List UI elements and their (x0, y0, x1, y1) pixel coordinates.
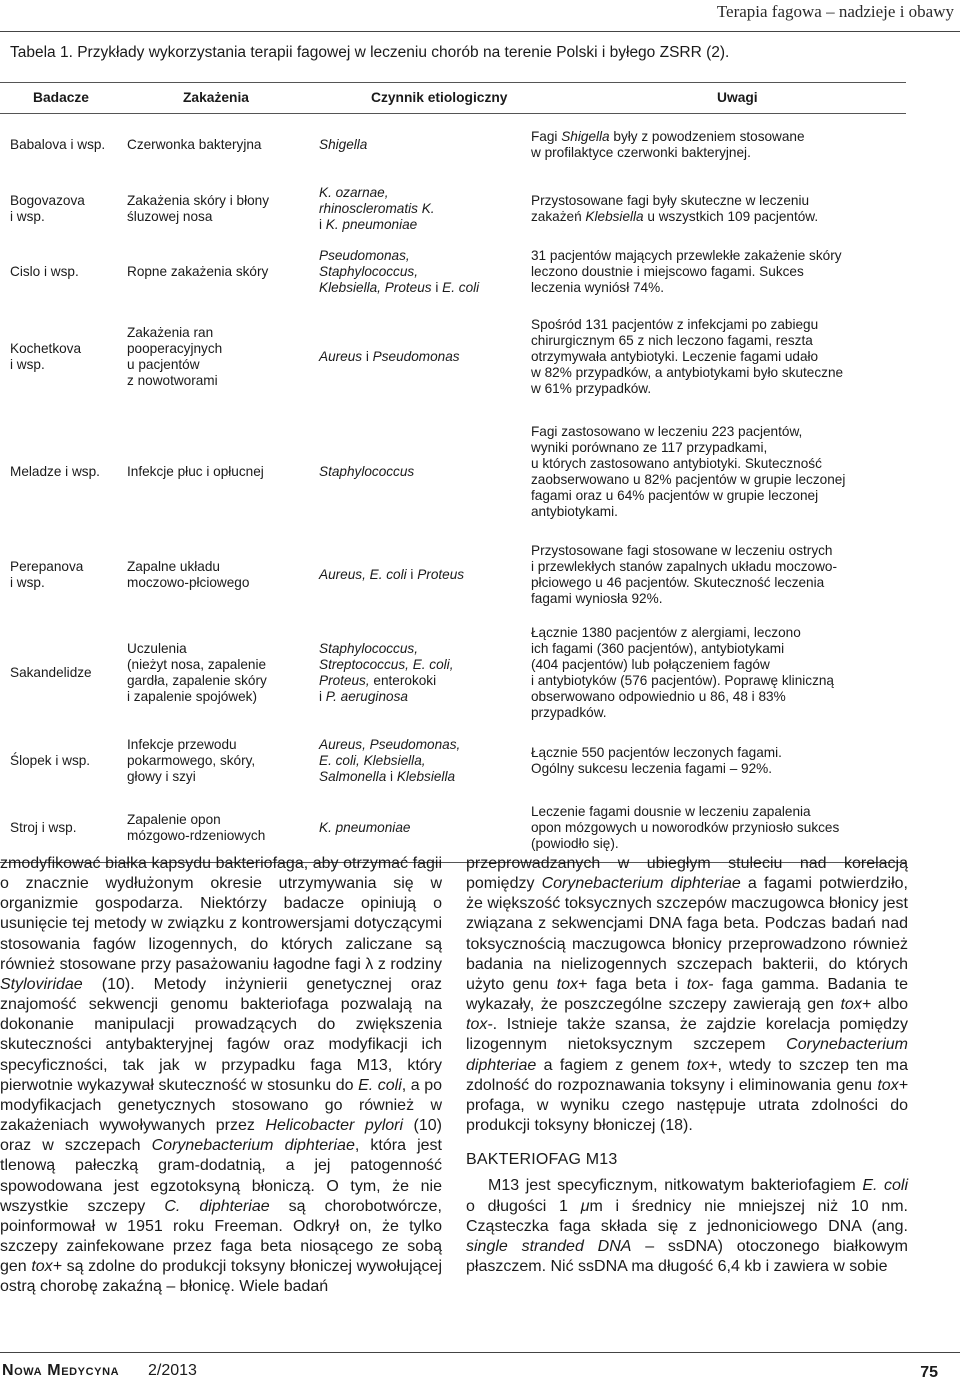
cell-etiological-agent: K. ozarnae, rhinoscleromatis K. i K. pneumoniae (319, 184, 435, 232)
cell-etiological-agent: Aureus, E. coli i Proteus (319, 566, 465, 582)
italic-term: Aureus, E. coli (319, 566, 407, 582)
cell-researchers: Sakandelidze (10, 664, 92, 680)
running-header: Terapia fagowa – nadzieje i obawy (716, 2, 954, 21)
italic-term: tox- (466, 1016, 493, 1034)
table-row (0, 412, 906, 532)
table-row (0, 114, 906, 176)
cell-researchers: Stroj i wsp. (10, 819, 77, 835)
cell-researchers: Ślopek i wsp. (10, 752, 91, 768)
cell-infection: Czerwonka bakteryjna (127, 136, 262, 152)
cell-researchers: Cislo i wsp. (10, 263, 79, 279)
table-row (0, 618, 906, 728)
cell-etiological-agent (319, 794, 531, 862)
italic-term: Proteus (417, 566, 465, 582)
body-column-left (0, 854, 442, 1297)
cell-infection: Ropne zakażenia skóry (127, 263, 269, 279)
cell-notes: Łącznie 1380 pacjentów z alergiami, leczono ich fagami (360 pacjentów), antybiotykami (404 pacjentów) lub połączeniem fagów i antybiotyków (576 pacjentów). Poprawę kliniczną obserwowano odpowiednio u 86, 48 i 83% przypadków. (531, 624, 834, 720)
cell-notes: 31 pacjentów mających przewlekłe zakażenie skóry leczono doustnie i miejscowo fagami. Sukces leczenia wyniósł 74%. (531, 247, 842, 295)
italic-term: C. diphteriae (164, 1197, 270, 1215)
italic-term: K. ozarnae, (319, 184, 389, 200)
table-row (0, 302, 906, 412)
italic-term: Aureus, Pseudomonas, (319, 736, 461, 752)
italic-term: E. coli (862, 1177, 909, 1195)
italic-term: Proteus, (319, 672, 370, 688)
italic-term: E. coli, Klebsiella, (319, 752, 426, 768)
cell-researchers: Perepanova i wsp. (10, 558, 84, 590)
italic-term: P. aeruginosa (325, 688, 408, 704)
cell-notes: Leczenie fagami dousnie w leczeniu zapalenia opon mózgowych u noworodków przyniosło sukces (powiodło się). (531, 803, 840, 851)
italic-term: single stranded DNA (466, 1237, 632, 1255)
page-number: 75 (920, 1364, 938, 1381)
cell-etiological-agent: Pseudomonas, Staphylococcus, Klebsiella, Proteus i E. coli (319, 247, 480, 295)
footer-rule (0, 1352, 960, 1353)
cell-infection: Zakażenia skóry i błony śluzowej nosa (127, 192, 270, 224)
body-paragraph: M13 jest specyficznym, nitkowatym bakteriofagiem E. coli o długości 1 μm i średnicy nie mniejszej niż 10 nm. Cząsteczka faga składa się z jednoniciowego DNA (ang. single stranded DNA – ssDNA) otoczonego białkowym płaszczem. Nić ssDNA ma długość 6,4 kb i zawiera w sobie (466, 1177, 909, 1275)
cell-researchers: Babalova i wsp. (10, 136, 106, 152)
italic-term: Klebsiella, Proteus (319, 279, 432, 295)
cell-notes: Przystosowane fagi stosowane w leczeniu ostrych i przewlekłych stanów zapalnych układu moczowo- płciowego u 46 pacjentów. Skuteczność leczenia fagami wyniosła 92%. (531, 542, 837, 606)
table-row (0, 532, 906, 618)
italic-term: Corynebacterium diphteriae (466, 1036, 908, 1074)
table-row (0, 794, 906, 862)
italic-term: K. pneumoniae (325, 216, 418, 232)
header-rule (0, 31, 960, 32)
italic-term: Pseudomonas, (319, 247, 410, 263)
italic-term: Pseudomonas (372, 348, 460, 364)
italic-term: Shigella (561, 128, 610, 144)
italic-term: Helicobacter pylori (265, 1117, 404, 1135)
journal-name: Nowa Medycyna (2, 1362, 120, 1379)
italic-term: Shigella (319, 136, 368, 152)
cell-etiological-agent: Aureus i Pseudomonas (319, 348, 460, 364)
table-row (0, 242, 906, 302)
italic-term: μ (580, 1197, 590, 1215)
table-caption: Tabela 1. Przykłady wykorzystania terapii fagowej w leczeniu chorób na terenie Polski i byłego ZSRR (2). (10, 44, 730, 61)
section-heading: BAKTERIOFAG M13 (466, 1151, 618, 1169)
cell-etiological-agent: Staphylococcus, Streptococcus, E. coli, Proteus, enterokoki i P. aeruginosa (319, 640, 454, 704)
italic-term: tox- (686, 975, 714, 993)
italic-term: Corynebacterium diphteriae (151, 1137, 355, 1155)
cell-researchers: Bogovazova i wsp. (10, 192, 85, 224)
table-row (0, 728, 906, 794)
italic-term: Staphylococcus (319, 463, 415, 479)
cell-infection: Uczulenia (nieżyt nosa, zapalenie gardła, zapalenie skóry i zapalenie spojówek) (127, 640, 267, 704)
italic-term: Klebsiella (585, 208, 644, 224)
cell-researchers: Kochetkova i wsp. (10, 340, 82, 372)
header-researchers: Badacze (0, 83, 127, 114)
italic-term: Aureus (319, 348, 363, 364)
italic-term: E. coli (442, 279, 480, 295)
table-header-row (0, 83, 906, 114)
italic-term: K. pneumoniae (319, 819, 411, 835)
cell-infection: Zapalne układu moczowo-płciowego (127, 558, 250, 590)
header-infections: Zakażenia (127, 83, 319, 114)
cell-notes: Spośród 131 pacjentów z infekcjami po zabiegu chirurgicznym 65 z nich leczono fagami, reszta otrzymywała antybiotyki. Leczenie fagami udało w 82% przypadków, a antybiotykami było skuteczne w 61% przypadków. (531, 316, 844, 396)
body-paragraph: przeprowadzanych w ubiegłym stuleciu nad korelacją pomiędzy Corynebacterium diphteriae a fagami potwierdziło, że większość toksycznych szczepów maczugowca błonicy jest związana z sekwencjami DNA faga beta. Podczas badań nad toksycznością maczugowca błonicy przeprowadzono również badania na nielizogennych szczepach bakterii, do których użyto genu tox+ faga beta i tox- faga gamma. Badania te wykazały, że poszczególne szczepy zawierają gen tox+ albo tox-. Istnieje także szansa, że zajdzie korelacja pomiędzy lizogennym nietoksycznym szczepem Corynebacterium diphteriae a fagiem z genem tox+, wtedy to szczep ten ma zdolność do rozpoznawania toksyny i eliminowania genu tox+ profaga, w wyniku czego następuje utrata zdolności do produkcji toksyny błoniczej (18). (466, 855, 909, 1135)
italic-term: tox+ (31, 1258, 62, 1276)
cell-etiological-agent (319, 114, 531, 176)
body-paragraph: zmodyfikować białka kapsydu bakteriofaga, aby otrzymać fagii o znacznie wydłużonym okresie utrzymywania się w organizmie gospodarza. Niektórzy badacze opiniują o usunięcie tej metody w związku z kontrowersjami dotyczącymi stosowania fagów lizogennych, do których zaliczane są również stosowane przy pasażowaniu łagodne fagi λ z rodziny Styloviridae (10). Metody inżynierii genetycznej oraz znajomość sekwencji genomu bakteriofaga pozwalają na dokonanie manipulacji prowadzących do zwiększenia skuteczności antybakteryjnej fagów oraz modyfikacji ich specyficzności, tak jak w przypadku faga M13, który pierwotnie wykazywał skuteczność w stosunku do E. coli, a po modyfikacjach genetycznych stosowano go również w zakażeniach wywoływanych przez Helicobacter pylori (10) oraz w szczepach Corynebacterium diphteriae, która jest tlenową pałeczką gram-dodatnią, a jej patogenność spowodowana jest egzotoksyną błoniczą. O tym, że nie wszystkie szczepy C. diphteriae są chorobotwórcze, poinformował w 1951 roku Freeman. Odkrył on, że tylko szczepy zainfekowane przez faga beta niosącego ze sobą gen tox+ są zdolne do produkcji toksyny błoniczej wywołującej ostrą chorobę zakaźną – błonicę. Wiele badań (0, 855, 443, 1296)
italic-term: tox+ (686, 1056, 718, 1074)
italic-term: tox+ (840, 996, 872, 1014)
italic-term: rhinoscleromatis K. (319, 200, 435, 216)
table-frame (0, 82, 906, 863)
journal-issue: 2/2013 (148, 1362, 197, 1379)
italic-term: Staphylococcus, (319, 263, 418, 279)
cell-infection: Zakażenia ran pooperacyjnych u pacjentów z nowotworami (127, 324, 223, 388)
italic-term: Staphylococcus, (319, 640, 418, 656)
italic-term: Styloviridae (0, 975, 83, 993)
italic-term: Klebsiella (396, 768, 456, 784)
cell-etiological-agent (319, 412, 531, 532)
body-column-right (466, 854, 908, 1277)
italic-term: tox+ (877, 1076, 908, 1094)
italic-term: Corynebacterium diphteriae (541, 875, 741, 893)
cell-notes: Przystosowane fagi były skuteczne w leczeniu zakażeń Klebsiella u wszystkich 109 pacjentów. (531, 192, 819, 224)
italic-term: Salmonella (319, 768, 387, 784)
phage-therapy-table (0, 83, 906, 862)
table-row (0, 176, 906, 242)
cell-notes: Łącznie 550 pacjentów leczonych fagami. Ogólny sukcesu leczenia fagami – 92%. (531, 744, 782, 776)
header-etiological-agent: Czynnik etiologiczny (319, 83, 531, 114)
cell-infection: Infekcje przewodu pokarmowego, skóry, głowy i szyi (127, 736, 256, 784)
cell-researchers: Meladze i wsp. (10, 463, 100, 479)
cell-infection: Infekcje płuc i opłucnej (127, 463, 264, 479)
cell-infection: Zapalenie opon mózgowo-rdzeniowych (127, 811, 266, 843)
italic-term: E. coli (358, 1076, 402, 1094)
italic-term: Streptococcus, E. coli, (319, 656, 454, 672)
cell-etiological-agent: Aureus, Pseudomonas, E. coli, Klebsiella, Salmonella i Klebsiella (319, 736, 461, 784)
cell-notes: Fagi zastosowano w leczeniu 223 pacjentów, wyniki porównano ze 117 przypadkami, u których zastosowano antybiotyki. Skuteczność zaobserwowano u 82% pacjentów w grupie leczonej fagami oraz u 64% pacjentów w grupie leczonej antybiotykami. (531, 423, 846, 519)
header-notes: Uwagi (531, 83, 906, 114)
italic-term: tox+ (556, 975, 588, 993)
table-body (0, 114, 906, 862)
cell-notes: Fagi Shigella były z powodzeniem stosowane w profilaktyce czerwonki bakteryjnej. (531, 128, 805, 160)
